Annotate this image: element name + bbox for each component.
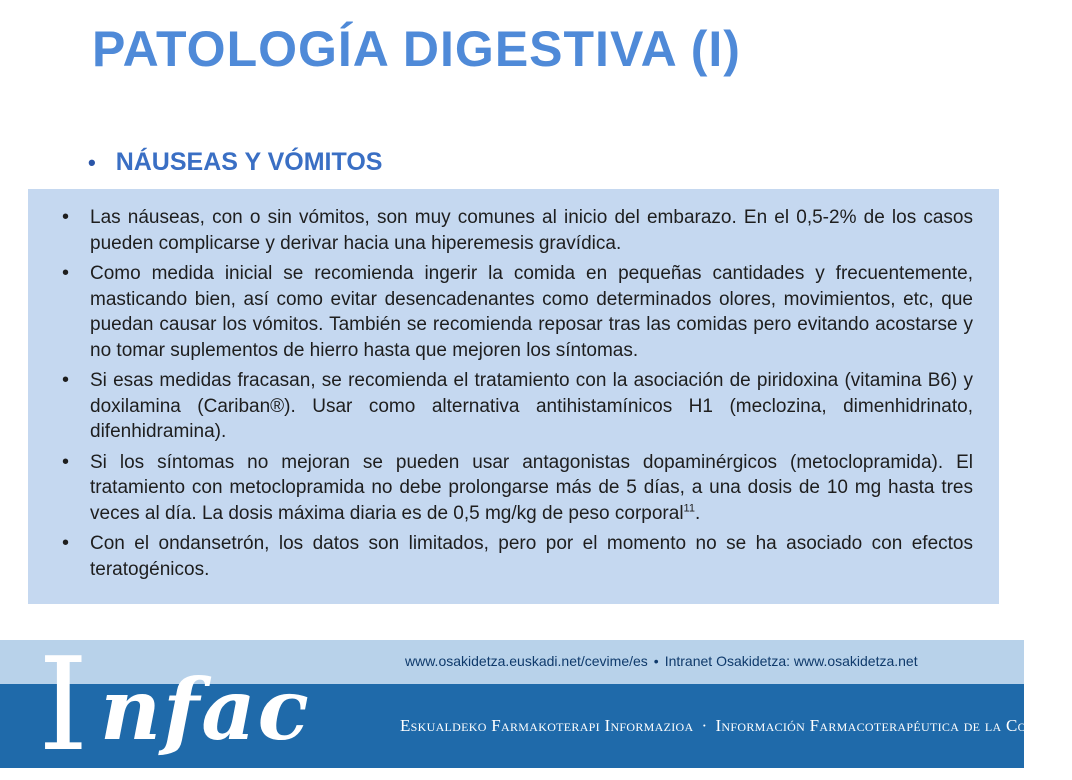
footer-separator: •: [653, 653, 659, 669]
tagline-separator: ·: [701, 716, 708, 735]
bullet-item: • Si esas medidas fracasan, se recomienda el tratamiento con la asociación de piridoxina (vitamina B6) y doxilamina (Cariban®). Usar como alternativa antihistamínicos H1 (meclozina, dimenhidrinato, difenhidramina).: [62, 368, 973, 445]
bullet-item: • Si los síntomas no mejoran se pueden usar antagonistas dopaminérgicos (metoclopramida). El tratamiento con metoclopramida no debe prolongarse más de 5 días, a una dosis de 10 mg hasta tres veces al día. La dosis máxima diaria es de 0,5 mg/kg de peso corporal$^{11}$.: [62, 450, 973, 527]
content-box: [28, 189, 999, 604]
footer-links: [405, 653, 918, 669]
bullet-list: [62, 205, 973, 582]
logo-rest: nfac: [100, 660, 311, 759]
intranet-link[interactable]: Intranet Osakidetza: www.osakidetza.net: [664, 653, 918, 669]
tagline-basque: Eskualdeko Farmakoterapi Informazioa: [400, 716, 694, 735]
bullet-item: • Con el ondansetrón, los datos son limitados, pero por el momento no se ha asociado con efectos teratogénicos.: [62, 531, 973, 582]
infac-logo: [38, 631, 338, 780]
reference-superscript: 11: [683, 502, 695, 515]
bullet-item: • Las náuseas, con o sin vómitos, son muy comunes al inicio del embarazo. En el 0,5-2% de los casos pueden complicarse y derivar hacia una hiperemesis gravídica.: [62, 205, 973, 256]
section-heading: [88, 148, 382, 177]
cevime-link[interactable]: www.osakidetza.euskadi.net/cevime/es: [405, 653, 648, 669]
tagline-spanish: Información Farmacoterapéutica de la Comarca: [715, 716, 1072, 735]
bullet-text: Si los síntomas no mejoran se pueden usar antagonistas dopaminérgicos (metoclopramida). El tratamiento con metoclopramida no debe prolongarse más de 5 días, a una dosis de 10 mg hasta tres veces al día. La dosis máxima diaria es de 0,5 mg/kg de peso corporal: [90, 451, 973, 524]
footer-tagline: [400, 716, 1072, 736]
bullet-icon: •: [88, 150, 96, 175]
page-title: PATOLOGÍA DIGESTIVA (I): [92, 21, 741, 77]
bullet-item: • Como medida inicial se recomienda ingerir la comida en pequeñas cantidades y frecuentemente, masticando bien, así como evitar desencadenantes como determinados olores, movimientos, etc, que puedan causar los vómitos. También se recomienda reposar tras las comidas pero evitando acostarse y no tomar suplementos de hierro hasta que mejoren los síntomas.: [62, 261, 973, 363]
section-heading-label: NÁUSEAS Y VÓMITOS: [115, 148, 383, 176]
logo-initial: I: [38, 631, 89, 780]
